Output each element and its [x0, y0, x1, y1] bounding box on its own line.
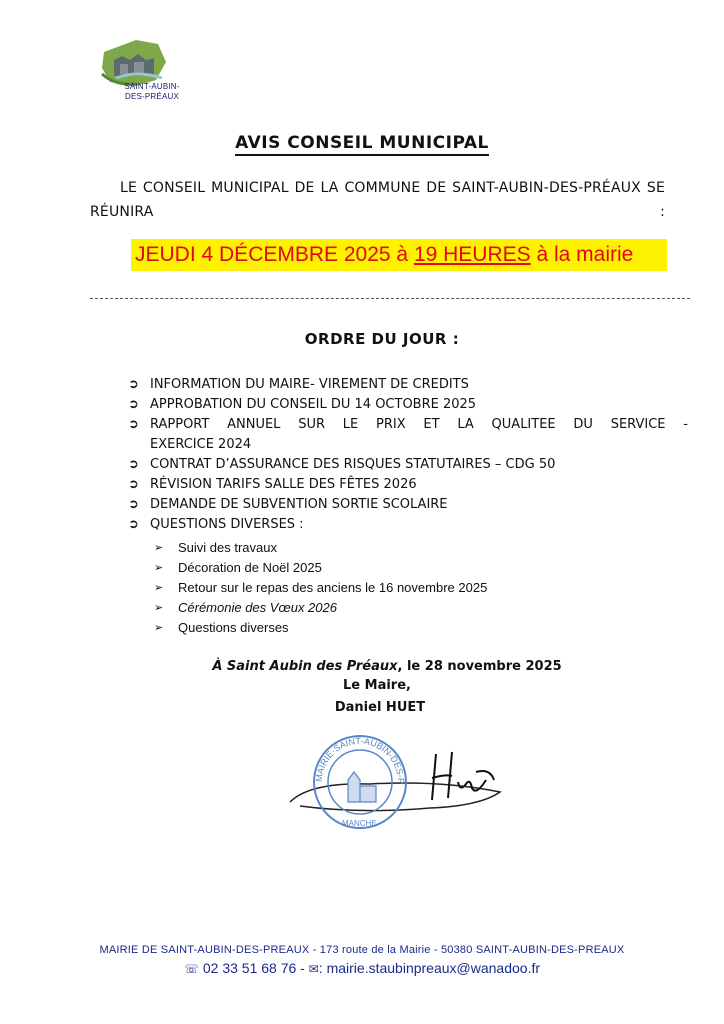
chevron-right-icon: ➢: [154, 542, 164, 554]
sub-item: [154, 558, 654, 578]
chevron-right-icon: ➢: [154, 562, 164, 574]
church-icon: [348, 772, 376, 802]
phone-icon: ☏: [183, 962, 199, 976]
agenda-item: [128, 395, 688, 415]
agenda-item: [128, 415, 688, 455]
arrow-icon: ➲: [128, 517, 139, 532]
agenda-item-text-continued: EXERCICE 2024: [150, 437, 252, 452]
agenda-item: [128, 375, 688, 395]
sub-item-text: Cérémonie des Vœux 2026: [178, 600, 337, 615]
sub-item: [154, 598, 654, 618]
sub-item: [154, 538, 654, 558]
mail-icon: ✉: [308, 962, 319, 976]
meeting-date: JEUDI 4 DÉCEMBRE 2025 à: [135, 243, 414, 266]
place-name: À Saint Aubin des Préaux: [212, 659, 398, 674]
document-date: , le 28 novembre 2025: [397, 659, 562, 674]
signatory-name: Daniel HUET: [334, 700, 426, 715]
chevron-right-icon: ➢: [154, 602, 164, 614]
agenda-item-text: RÉVISION TARIFS SALLE DES FÊTES 2026: [150, 477, 417, 492]
logo-line-2: DES-PRÉAUX: [124, 92, 179, 101]
agenda-item-text: RAPPORT ANNUEL SUR LE PRIX ET LA QUALITEE DU SERVICE -: [150, 417, 688, 432]
agenda-title: ORDRE DU JOUR :: [304, 330, 460, 348]
agenda-item-text: QUESTIONS DIVERSES :: [150, 517, 304, 532]
page-title: [0, 133, 724, 153]
logo-graphic: [96, 34, 196, 114]
meeting-time: 19 HEURES: [413, 243, 531, 266]
agenda-item: [128, 455, 688, 475]
agenda-item-text: APPROBATION DU CONSEIL DU 14 OCTOBRE 2025: [150, 397, 477, 412]
logo-line-1: SAINT-AUBIN-: [124, 82, 180, 91]
footer-address: MAIRIE DE SAINT-AUBIN-DES-PREAUX - 173 route de la Mairie - 50380 SAINT-AUBIN-DES-PREAUX: [99, 944, 625, 956]
sub-item-text: Questions diverses: [178, 620, 289, 635]
official-stamp-and-signature: [280, 722, 520, 842]
footer-contact: ☏ 02 33 51 68 76 - ✉: mairie.staubinpreaux@wanadoo.fr: [183, 960, 541, 976]
logo-label: [112, 82, 192, 102]
footer-email[interactable]: mairie.staubinpreaux@wanadoo.fr: [326, 960, 541, 976]
arrow-icon: ➲: [128, 477, 139, 492]
sub-item: [154, 578, 654, 598]
chevron-right-icon: ➢: [154, 582, 164, 594]
arrow-icon: ➲: [128, 497, 139, 512]
agenda-item: [128, 515, 688, 535]
sub-item: [154, 618, 654, 638]
agenda-item: [128, 475, 688, 495]
stamp-text-bottom: MANCHE: [342, 819, 377, 828]
signature-icon: [432, 752, 494, 800]
sub-item-text: Décoration de Noël 2025: [178, 560, 322, 575]
agenda-list: [128, 375, 688, 535]
sub-agenda-list: [154, 538, 654, 638]
stamp-signature-graphic: [280, 722, 520, 842]
intro-text: LE CONSEIL MUNICIPAL DE LA COMMUNE DE SAINT-AUBIN-DES-PRÉAUX SE RÉUNIRA :: [90, 180, 665, 220]
stamp-text-top: MAIRIE·SAINT-AUBIN-DES-P: [313, 735, 407, 785]
agenda-item-text: INFORMATION DU MAIRE- VIREMENT DE CREDITS: [150, 377, 469, 392]
dashed-divider: [90, 298, 690, 299]
place-and-date: [0, 657, 724, 677]
agenda-item-text: CONTRAT D’ASSURANCE DES RISQUES STATUTAIRES – CDG 50: [150, 457, 556, 472]
page-title-text: AVIS CONSEIL MUNICIPAL: [235, 133, 489, 156]
signatory-title: Le Maire,: [343, 678, 411, 693]
sub-item-text: Suivi des travaux: [178, 540, 277, 555]
arrow-icon: ➲: [128, 377, 139, 392]
agenda-item-text: DEMANDE DE SUBVENTION SORTIE SCOLAIRE: [150, 497, 448, 512]
footer-phone: 02 33 51 68 76 -: [202, 960, 305, 976]
arrow-icon: ➲: [128, 417, 139, 432]
agenda-item: [128, 495, 688, 515]
arrow-icon: ➲: [128, 457, 139, 472]
commune-logo: [96, 34, 196, 114]
sub-item-text: Retour sur le repas des anciens le 16 novembre 2025: [178, 580, 488, 595]
meeting-location: à la mairie: [530, 243, 634, 266]
meeting-date-banner: [131, 239, 667, 271]
chevron-right-icon: ➢: [154, 622, 164, 634]
arrow-icon: ➲: [128, 397, 139, 412]
